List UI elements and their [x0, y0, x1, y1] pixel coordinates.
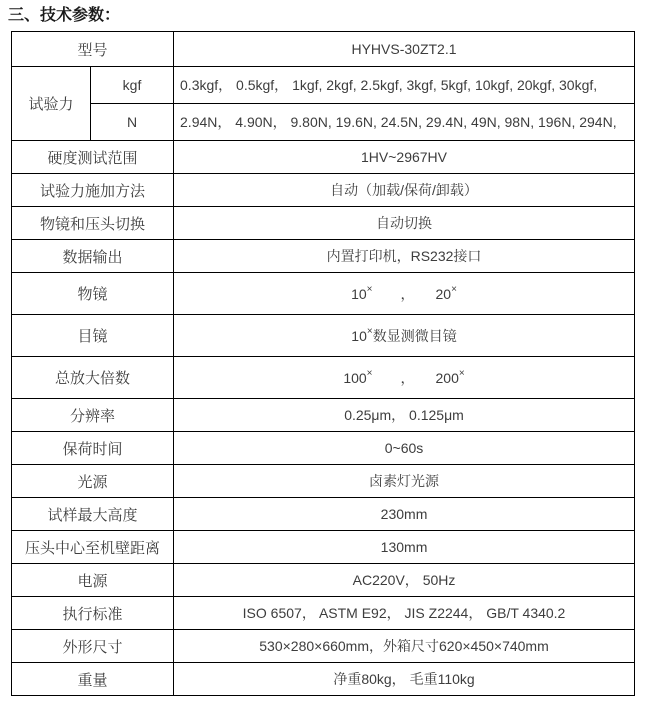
row-dwell-time — [12, 432, 635, 465]
row-eyepiece — [12, 315, 635, 357]
row-power-supply — [12, 564, 635, 597]
spec-label: 数据输出 — [12, 240, 174, 273]
row-lens-indenter-switch — [12, 207, 635, 240]
spec-label: 试验力 — [12, 67, 91, 141]
spec-label: 物镜 — [12, 273, 174, 315]
spec-value: 0.3kgf， 0.5kgf， 1kgf, 2kgf, 2.5kgf, 3kgf, 5kgf, 10kgf, 20kgf, 30kgf, — [174, 67, 635, 104]
row-test-force-kgf — [12, 67, 635, 104]
spec-label: 试样最大高度 — [12, 498, 174, 531]
spec-value: 2.94N， 4.90N， 9.80N, 19.6N, 24.5N, 29.4N, 49N, 98N, 196N, 294N, — [174, 104, 635, 141]
row-model — [12, 32, 635, 67]
spec-label: 压头中心至机壁距离 — [12, 531, 174, 564]
spec-value: 1HV~2967HV — [174, 141, 635, 174]
spec-label: 目镜 — [12, 315, 174, 357]
spec-value: 100× ， 200× — [174, 357, 635, 399]
spec-label: 光源 — [12, 465, 174, 498]
spec-value: 10× ， 20× — [174, 273, 635, 315]
spec-value: 10×数显测微目镜 — [174, 315, 635, 357]
spec-unit: kgf — [91, 67, 174, 104]
row-indenter-to-wall-distance — [12, 531, 635, 564]
spec-value: 130mm — [174, 531, 635, 564]
row-dimensions — [12, 630, 635, 663]
spec-label: 保荷时间 — [12, 432, 174, 465]
spec-label: 物镜和压头切换 — [12, 207, 174, 240]
spec-value: 0~60s — [174, 432, 635, 465]
spec-value: 净重80kg， 毛重110kg — [174, 663, 635, 696]
spec-label: 试验力施加方法 — [12, 174, 174, 207]
row-resolution — [12, 399, 635, 432]
spec-value: 自动切换 — [174, 207, 635, 240]
spec-value: 0.25μm， 0.125μm — [174, 399, 635, 432]
spec-unit: N — [91, 104, 174, 141]
spec-value: 530×280×660mm，外箱尺寸620×450×740mm — [174, 630, 635, 663]
spec-label: 重量 — [12, 663, 174, 696]
spec-label: 型号 — [12, 32, 174, 67]
row-max-sample-height — [12, 498, 635, 531]
row-hardness-range — [12, 141, 635, 174]
row-force-apply-method — [12, 174, 635, 207]
spec-value: 内置打印机，RS232接口 — [174, 240, 635, 273]
spec-value: 卤素灯光源 — [174, 465, 635, 498]
spec-value: 230mm — [174, 498, 635, 531]
page-title: 三、技术参数： — [8, 7, 121, 24]
spec-label: 电源 — [12, 564, 174, 597]
spec-value: 自动（加载/保荷/卸载） — [174, 174, 635, 207]
spec-value: ISO 6507， ASTM E92， JIS Z2244， GB/T 4340.2 — [174, 597, 635, 630]
spec-value: AC220V， 50Hz — [174, 564, 635, 597]
row-total-magnification — [12, 357, 635, 399]
row-data-output — [12, 240, 635, 273]
spec-value: HYHVS-30ZT2.1 — [174, 32, 635, 67]
spec-label: 分辨率 — [12, 399, 174, 432]
row-objective — [12, 273, 635, 315]
row-test-force-n — [12, 104, 635, 141]
technical-parameters-table — [11, 31, 635, 696]
row-standards — [12, 597, 635, 630]
row-light-source — [12, 465, 635, 498]
spec-label: 总放大倍数 — [12, 357, 174, 399]
spec-label: 外形尺寸 — [12, 630, 174, 663]
row-weight — [12, 663, 635, 696]
spec-label: 执行标准 — [12, 597, 174, 630]
spec-label: 硬度测试范围 — [12, 141, 174, 174]
